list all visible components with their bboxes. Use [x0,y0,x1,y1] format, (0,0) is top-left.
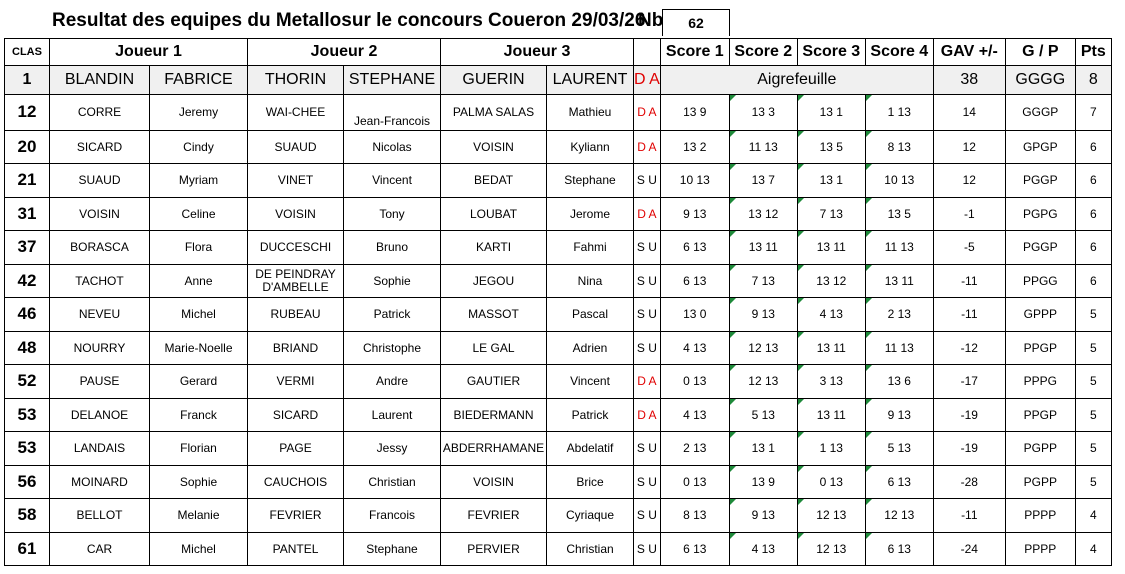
code-cell: S U [634,432,661,466]
player1-last: BORASCA [50,231,150,265]
gav-cell: 12 [933,130,1005,164]
player1-last: SUAUD [50,164,150,198]
cell-note-marker [866,95,872,101]
score2-cell: 13 3 [729,95,797,131]
rank-cell: 53 [5,398,50,432]
table-row [5,432,1112,466]
player3-last: VOISIN [441,465,547,499]
gav-cell: -12 [933,331,1005,365]
player1-first: Jeremy [150,95,248,131]
code-cell: S U [634,164,661,198]
score1-cell: 0 13 [660,365,729,399]
player1-first: Florian [150,432,248,466]
cell-note-marker [730,231,736,237]
score2-cell: 12 13 [729,331,797,365]
player1-last: BELLOT [50,499,150,533]
score4-cell: 13 5 [865,197,933,231]
player3-first: Cyriaque [547,499,634,533]
cell-note-marker [866,533,872,539]
score4-cell: 2 13 [865,298,933,332]
pts-cell: 5 [1075,365,1111,399]
player1-first: FABRICE [150,66,248,95]
rank-cell: 56 [5,465,50,499]
player2-first: STEPHANE [344,66,441,95]
score1-cell: 2 13 [660,432,729,466]
cell-note-marker [798,164,804,170]
gp-cell: PPPG [1005,365,1075,399]
col-header-joueur1: Joueur 1 [50,39,248,66]
score3-cell: 12 13 [797,532,865,566]
gav-cell: -1 [933,197,1005,231]
gav-cell: -11 [933,499,1005,533]
rank-cell: 42 [5,264,50,298]
code-cell: D A [634,365,661,399]
player1-first: Myriam [150,164,248,198]
player2-last: WAI-CHEE [248,95,344,131]
player3-first: Adrien [547,331,634,365]
pts-cell: 6 [1075,197,1111,231]
pts-cell: 7 [1075,95,1111,131]
cell-note-marker [866,432,872,438]
results-table [4,38,1112,566]
rank-cell: 52 [5,365,50,399]
score3-cell: 13 11 [797,398,865,432]
player2-last: DUCCESCHI [248,231,344,265]
score1-cell: 6 13 [660,231,729,265]
cell-note-marker [866,365,872,371]
score1-cell: 13 2 [660,130,729,164]
player1-last: CAR [50,532,150,566]
cell-note-marker [730,131,736,137]
gp-cell: PPGP [1005,331,1075,365]
player3-first: LAURENT [547,66,634,95]
player1-last: DELANOE [50,398,150,432]
player2-first: Andre [344,365,441,399]
player2-first: Sophie [344,264,441,298]
table-row-winner [5,66,1112,95]
cell-note-marker [798,432,804,438]
cell-note-marker [730,164,736,170]
cell-note-marker [730,198,736,204]
col-header-score4: Score 4 [865,39,933,66]
score4-cell: 8 13 [865,130,933,164]
player1-first: Sophie [150,465,248,499]
score4-cell: 11 13 [865,231,933,265]
score2-cell: 9 13 [729,298,797,332]
score4-cell: 6 13 [865,532,933,566]
player1-first: Marie-Noelle [150,331,248,365]
score4-cell: 1 13 [865,95,933,131]
gav-cell: -19 [933,398,1005,432]
player3-last: GUERIN [441,66,547,95]
player2-last: CAUCHOIS [248,465,344,499]
code-cell: S U [634,264,661,298]
cell-note-marker [798,198,804,204]
gp-cell: PGGP [1005,231,1075,265]
col-header-pts: Pts [1075,39,1111,66]
rank-cell: 21 [5,164,50,198]
cell-note-marker [730,365,736,371]
player3-first: Abdelatif [547,432,634,466]
score1-cell: 10 13 [660,164,729,198]
col-header-joueur3: Joueur 3 [441,39,634,66]
cell-note-marker [798,466,804,472]
player3-last: LOUBAT [441,197,547,231]
cell-note-marker [798,533,804,539]
table-row [5,298,1112,332]
col-header-code [634,39,661,66]
table-row [5,331,1112,365]
gav-cell: -28 [933,465,1005,499]
score3-cell: 13 1 [797,95,865,131]
player3-first: Christian [547,532,634,566]
player1-first: Michel [150,298,248,332]
player3-first: Patrick [547,398,634,432]
cell-note-marker [730,265,736,271]
pts-cell: 5 [1075,432,1111,466]
page-title: Resultat des equipes du Metallosur le concours Coueron 29/03/26 [52,10,646,31]
gav-cell: 12 [933,164,1005,198]
cell-note-marker [866,131,872,137]
pts-cell: 5 [1075,298,1111,332]
player1-last: BLANDIN [50,66,150,95]
nb-label: Nb [638,10,664,31]
score2-cell: 13 7 [729,164,797,198]
player3-first: Nina [547,264,634,298]
player2-last: RUBEAU [248,298,344,332]
player1-last: SICARD [50,130,150,164]
cell-note-marker [866,466,872,472]
score2-cell: 7 13 [729,264,797,298]
col-header-score3: Score 3 [797,39,865,66]
score1-cell: 6 13 [660,264,729,298]
player2-last: VERMI [248,365,344,399]
cell-note-marker [866,265,872,271]
player2-last: THORIN [248,66,344,95]
cell-note-marker [730,332,736,338]
code-cell: D A [634,95,661,131]
player2-last: VOISIN [248,197,344,231]
table-row [5,398,1112,432]
gav-cell: 38 [933,66,1005,95]
player3-first: Fahmi [547,231,634,265]
rank-cell: 37 [5,231,50,265]
table-row [5,130,1112,164]
player2-first: Vincent [344,164,441,198]
pts-cell: 4 [1075,532,1111,566]
player2-first: Francois [344,499,441,533]
player3-first: Mathieu [547,95,634,131]
code-cell: S U [634,298,661,332]
player1-last: MOINARD [50,465,150,499]
player3-last: BIEDERMANN [441,398,547,432]
player2-first: Jessy [344,432,441,466]
player3-last: KARTI [441,231,547,265]
score3-cell: 13 11 [797,231,865,265]
pts-cell: 5 [1075,398,1111,432]
score1-cell: 4 13 [660,331,729,365]
cell-note-marker [730,298,736,304]
table-row [5,95,1112,131]
player3-last: MASSOT [441,298,547,332]
cell-note-marker [866,298,872,304]
score1-cell: 0 13 [660,465,729,499]
score1-cell: 8 13 [660,499,729,533]
score2-cell: 4 13 [729,532,797,566]
player3-first: Kyliann [547,130,634,164]
gav-cell: -17 [933,365,1005,399]
player2-first: Laurent [344,398,441,432]
score3-cell: 13 11 [797,331,865,365]
code-cell: D A [634,197,661,231]
player3-last: JEGOU [441,264,547,298]
score3-cell: 4 13 [797,298,865,332]
cell-note-marker [798,365,804,371]
gp-cell: GPPP [1005,298,1075,332]
table-row [5,264,1112,298]
table-row [5,365,1112,399]
gp-cell: PPGP [1005,398,1075,432]
cell-note-marker [730,432,736,438]
player1-first: Michel [150,532,248,566]
player1-first: Anne [150,264,248,298]
player3-last: BEDAT [441,164,547,198]
score1-cell: 13 0 [660,298,729,332]
player1-last: LANDAIS [50,432,150,466]
player2-last: SUAUD [248,130,344,164]
code-cell: D A [634,66,661,95]
gp-cell: PPPP [1005,532,1075,566]
score3-cell: 0 13 [797,465,865,499]
score4-cell: 10 13 [865,164,933,198]
gp-cell: GGGG [1005,66,1075,95]
player2-last: DE PEINDRAY D'AMBELLE [248,264,344,298]
player1-last: VOISIN [50,197,150,231]
table-row [5,532,1112,566]
score3-cell: 7 13 [797,197,865,231]
cell-note-marker [730,466,736,472]
score2-cell: 5 13 [729,398,797,432]
code-cell: S U [634,499,661,533]
player2-first: Bruno [344,231,441,265]
pts-cell: 6 [1075,264,1111,298]
pts-cell: 5 [1075,465,1111,499]
score1-cell: 6 13 [660,532,729,566]
code-cell: S U [634,231,661,265]
pts-cell: 5 [1075,331,1111,365]
code-cell: S U [634,331,661,365]
score2-cell: 9 13 [729,499,797,533]
score1-cell: 9 13 [660,197,729,231]
player1-first: Franck [150,398,248,432]
gp-cell: PGGP [1005,164,1075,198]
score3-cell: 3 13 [797,365,865,399]
cell-note-marker [798,131,804,137]
gav-cell: -24 [933,532,1005,566]
score2-cell: 11 13 [729,130,797,164]
player1-first: Cindy [150,130,248,164]
table-row [5,197,1112,231]
player3-first: Stephane [547,164,634,198]
score4-cell: 5 13 [865,432,933,466]
cell-note-marker [730,533,736,539]
cell-note-marker [866,198,872,204]
player3-first: Pascal [547,298,634,332]
cell-note-marker [798,95,804,101]
pts-cell: 6 [1075,231,1111,265]
gp-cell: GPGP [1005,130,1075,164]
club-cell: Aigrefeuille [660,66,933,95]
cell-note-marker [730,399,736,405]
player3-last: PERVIER [441,532,547,566]
cell-note-marker [866,164,872,170]
rank-cell: 61 [5,532,50,566]
score1-cell: 4 13 [660,398,729,432]
player2-first: Jean-Francois [344,95,441,131]
rank-cell: 20 [5,130,50,164]
gp-cell: PGPP [1005,432,1075,466]
player1-first: Celine [150,197,248,231]
score4-cell: 6 13 [865,465,933,499]
gav-cell: -11 [933,264,1005,298]
cell-note-marker [866,399,872,405]
player1-last: TACHOT [50,264,150,298]
score4-cell: 11 13 [865,331,933,365]
player2-last: FEVRIER [248,499,344,533]
player1-last: NEVEU [50,298,150,332]
col-header-clas: CLAS [5,39,50,66]
cell-note-marker [866,499,872,505]
player2-first: Nicolas [344,130,441,164]
player3-first: Jerome [547,197,634,231]
cell-note-marker [730,95,736,101]
score3-cell: 13 1 [797,164,865,198]
pts-cell: 8 [1075,66,1111,95]
table-row [5,231,1112,265]
pts-cell: 4 [1075,499,1111,533]
player3-first: Vincent [547,365,634,399]
player3-last: LE GAL [441,331,547,365]
table-row [5,499,1112,533]
cell-note-marker [798,231,804,237]
gp-cell: PPGG [1005,264,1075,298]
code-cell: S U [634,532,661,566]
pts-cell: 6 [1075,164,1111,198]
cell-note-marker [730,499,736,505]
player3-last: VOISIN [441,130,547,164]
cell-note-marker [798,298,804,304]
col-header-score2: Score 2 [729,39,797,66]
player2-last: SICARD [248,398,344,432]
player2-first: Tony [344,197,441,231]
score3-cell: 12 13 [797,499,865,533]
cell-note-marker [798,499,804,505]
score4-cell: 13 11 [865,264,933,298]
player2-first: Christophe [344,331,441,365]
score3-cell: 13 12 [797,264,865,298]
code-cell: D A [634,130,661,164]
player3-first: Brice [547,465,634,499]
rank-cell: 58 [5,499,50,533]
player1-first: Gerard [150,365,248,399]
gp-cell: PPPP [1005,499,1075,533]
cell-note-marker [798,399,804,405]
player2-first: Stephane [344,532,441,566]
rank-cell: 48 [5,331,50,365]
player2-last: PAGE [248,432,344,466]
player2-last: PANTEL [248,532,344,566]
header-row [5,39,1112,66]
col-header-joueur2: Joueur 2 [248,39,441,66]
pts-cell: 6 [1075,130,1111,164]
cell-note-marker [866,231,872,237]
cell-note-marker [866,332,872,338]
player1-last: CORRE [50,95,150,131]
score2-cell: 13 12 [729,197,797,231]
gp-cell: PGPG [1005,197,1075,231]
score4-cell: 12 13 [865,499,933,533]
score4-cell: 13 6 [865,365,933,399]
score2-cell: 12 13 [729,365,797,399]
score4-cell: 9 13 [865,398,933,432]
gp-cell: PGPP [1005,465,1075,499]
col-header-gav: GAV +/- [933,39,1005,66]
gav-cell: -5 [933,231,1005,265]
player1-last: NOURRY [50,331,150,365]
gp-cell: GGGP [1005,95,1075,131]
rank-cell: 53 [5,432,50,466]
cell-note-marker [798,265,804,271]
player3-last: ABDERRHAMANE [441,432,547,466]
code-cell: D A [634,398,661,432]
score3-cell: 1 13 [797,432,865,466]
rank-cell: 46 [5,298,50,332]
score1-cell: 13 9 [660,95,729,131]
table-row [5,164,1112,198]
player3-last: FEVRIER [441,499,547,533]
player3-last: GAUTIER [441,365,547,399]
gav-cell: -11 [933,298,1005,332]
player1-first: Melanie [150,499,248,533]
rank-cell: 1 [5,66,50,95]
col-header-score1: Score 1 [660,39,729,66]
player2-first: Christian [344,465,441,499]
nb-value: 62 [662,9,730,36]
gav-cell: -19 [933,432,1005,466]
player2-last: VINET [248,164,344,198]
rank-cell: 12 [5,95,50,131]
player1-last: PAUSE [50,365,150,399]
table-row [5,465,1112,499]
gav-cell: 14 [933,95,1005,131]
cell-note-marker [798,332,804,338]
player1-first: Flora [150,231,248,265]
score2-cell: 13 11 [729,231,797,265]
score2-cell: 13 1 [729,432,797,466]
code-cell: S U [634,465,661,499]
player2-last: BRIAND [248,331,344,365]
player3-last: PALMA SALAS [441,95,547,131]
col-header-gp: G / P [1005,39,1075,66]
score3-cell: 13 5 [797,130,865,164]
player2-first: Patrick [344,298,441,332]
score2-cell: 13 9 [729,465,797,499]
rank-cell: 31 [5,197,50,231]
